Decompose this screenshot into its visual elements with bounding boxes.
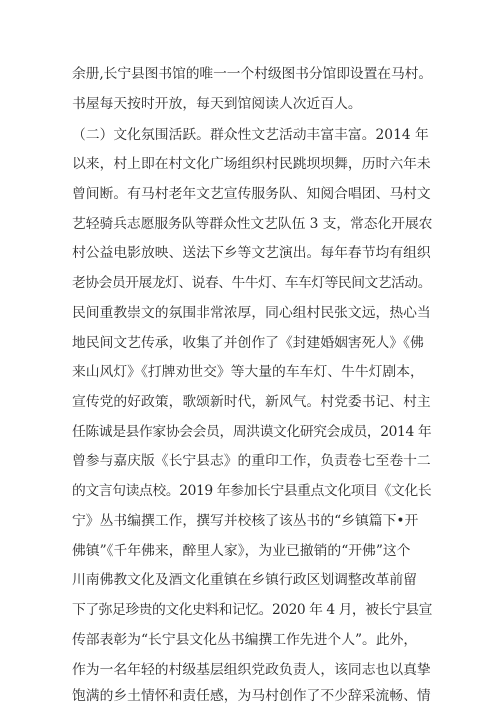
text-line: 民间重教崇文的氛围非常浓厚，同心组村民张文远，热心当 <box>72 305 431 321</box>
text-line: 余册,长宁县图书馆的唯一一个村级图书分馆即设置在马村。 <box>72 66 432 82</box>
text-line: 饱满的乡土情怀和责任感，为马村创作了不少辞采流畅、情 <box>72 688 431 704</box>
text-line: 川南佛教文化及酒文化重镇在乡镇行政区划调整改革前留 <box>72 572 417 588</box>
text-line: 传部表彰为“长宁县文化丛书编撰工作先进个人”。此外， <box>72 632 418 648</box>
text-line: 地民间文艺传承，收集了并创作了《封建婚姻害死人》《佛 <box>72 335 424 351</box>
text-line: 老协会员开展龙灯、说春、牛牛灯、车车灯等民间文艺活动。 <box>72 275 432 291</box>
text-line: 曾间断。有马村老年文艺宣传服务队、知阅合唱团、马村文 <box>72 186 431 202</box>
text-line: 下了弥足珍贵的文化史料和记忆。2020 年 4 月，被长宁县宣 <box>72 602 432 618</box>
text-line: 宣传党的好政策，歌颂新时代，新风气。村党委书记、村主 <box>72 394 431 410</box>
text-line: 艺轻骑兵志愿服务队等群众性文艺队伍 3 支，常态化开展农 <box>72 216 433 232</box>
text-line: 佛镇”《千年佛来，醉里人家》，为业已撤销的“开佛”这个 <box>72 543 411 559</box>
text-line: 作为一名年轻的村级基层组织党政负责人，该同志也以真挚 <box>72 662 431 678</box>
text-line: 村公益电影放映、送法下乡等文艺演出。每年春节均有组织 <box>72 245 431 261</box>
text-line: 书屋每天按时开放，每天到馆阅读人次近百人。 <box>72 96 362 112</box>
text-line: 来山风灯》《打牌劝世交》等大量的车车灯、牛牛灯剧本， <box>72 364 424 380</box>
text-line: （二）文化氛围活跃。群众性文艺活动丰富丰富。2014 年 <box>72 127 429 143</box>
text-line: 的文言句读点校。2019 年参加长宁县重点文化项目《文化长 <box>72 483 432 499</box>
text-line: 宁》丛书编撰工作，撰写并校核了该丛书的“乡镇篇下•开 <box>72 513 419 529</box>
text-line: 以来，村上即在村文化广场组织村民跳坝坝舞，历时六年未 <box>72 156 431 172</box>
text-line: 曾参与嘉庆版《长宁县志》的重印工作，负责卷七至卷十二 <box>72 453 431 469</box>
text-line: 任陈诚是县作家协会会员，周洪谟文化研究会成员，2014 年 <box>72 424 432 440</box>
